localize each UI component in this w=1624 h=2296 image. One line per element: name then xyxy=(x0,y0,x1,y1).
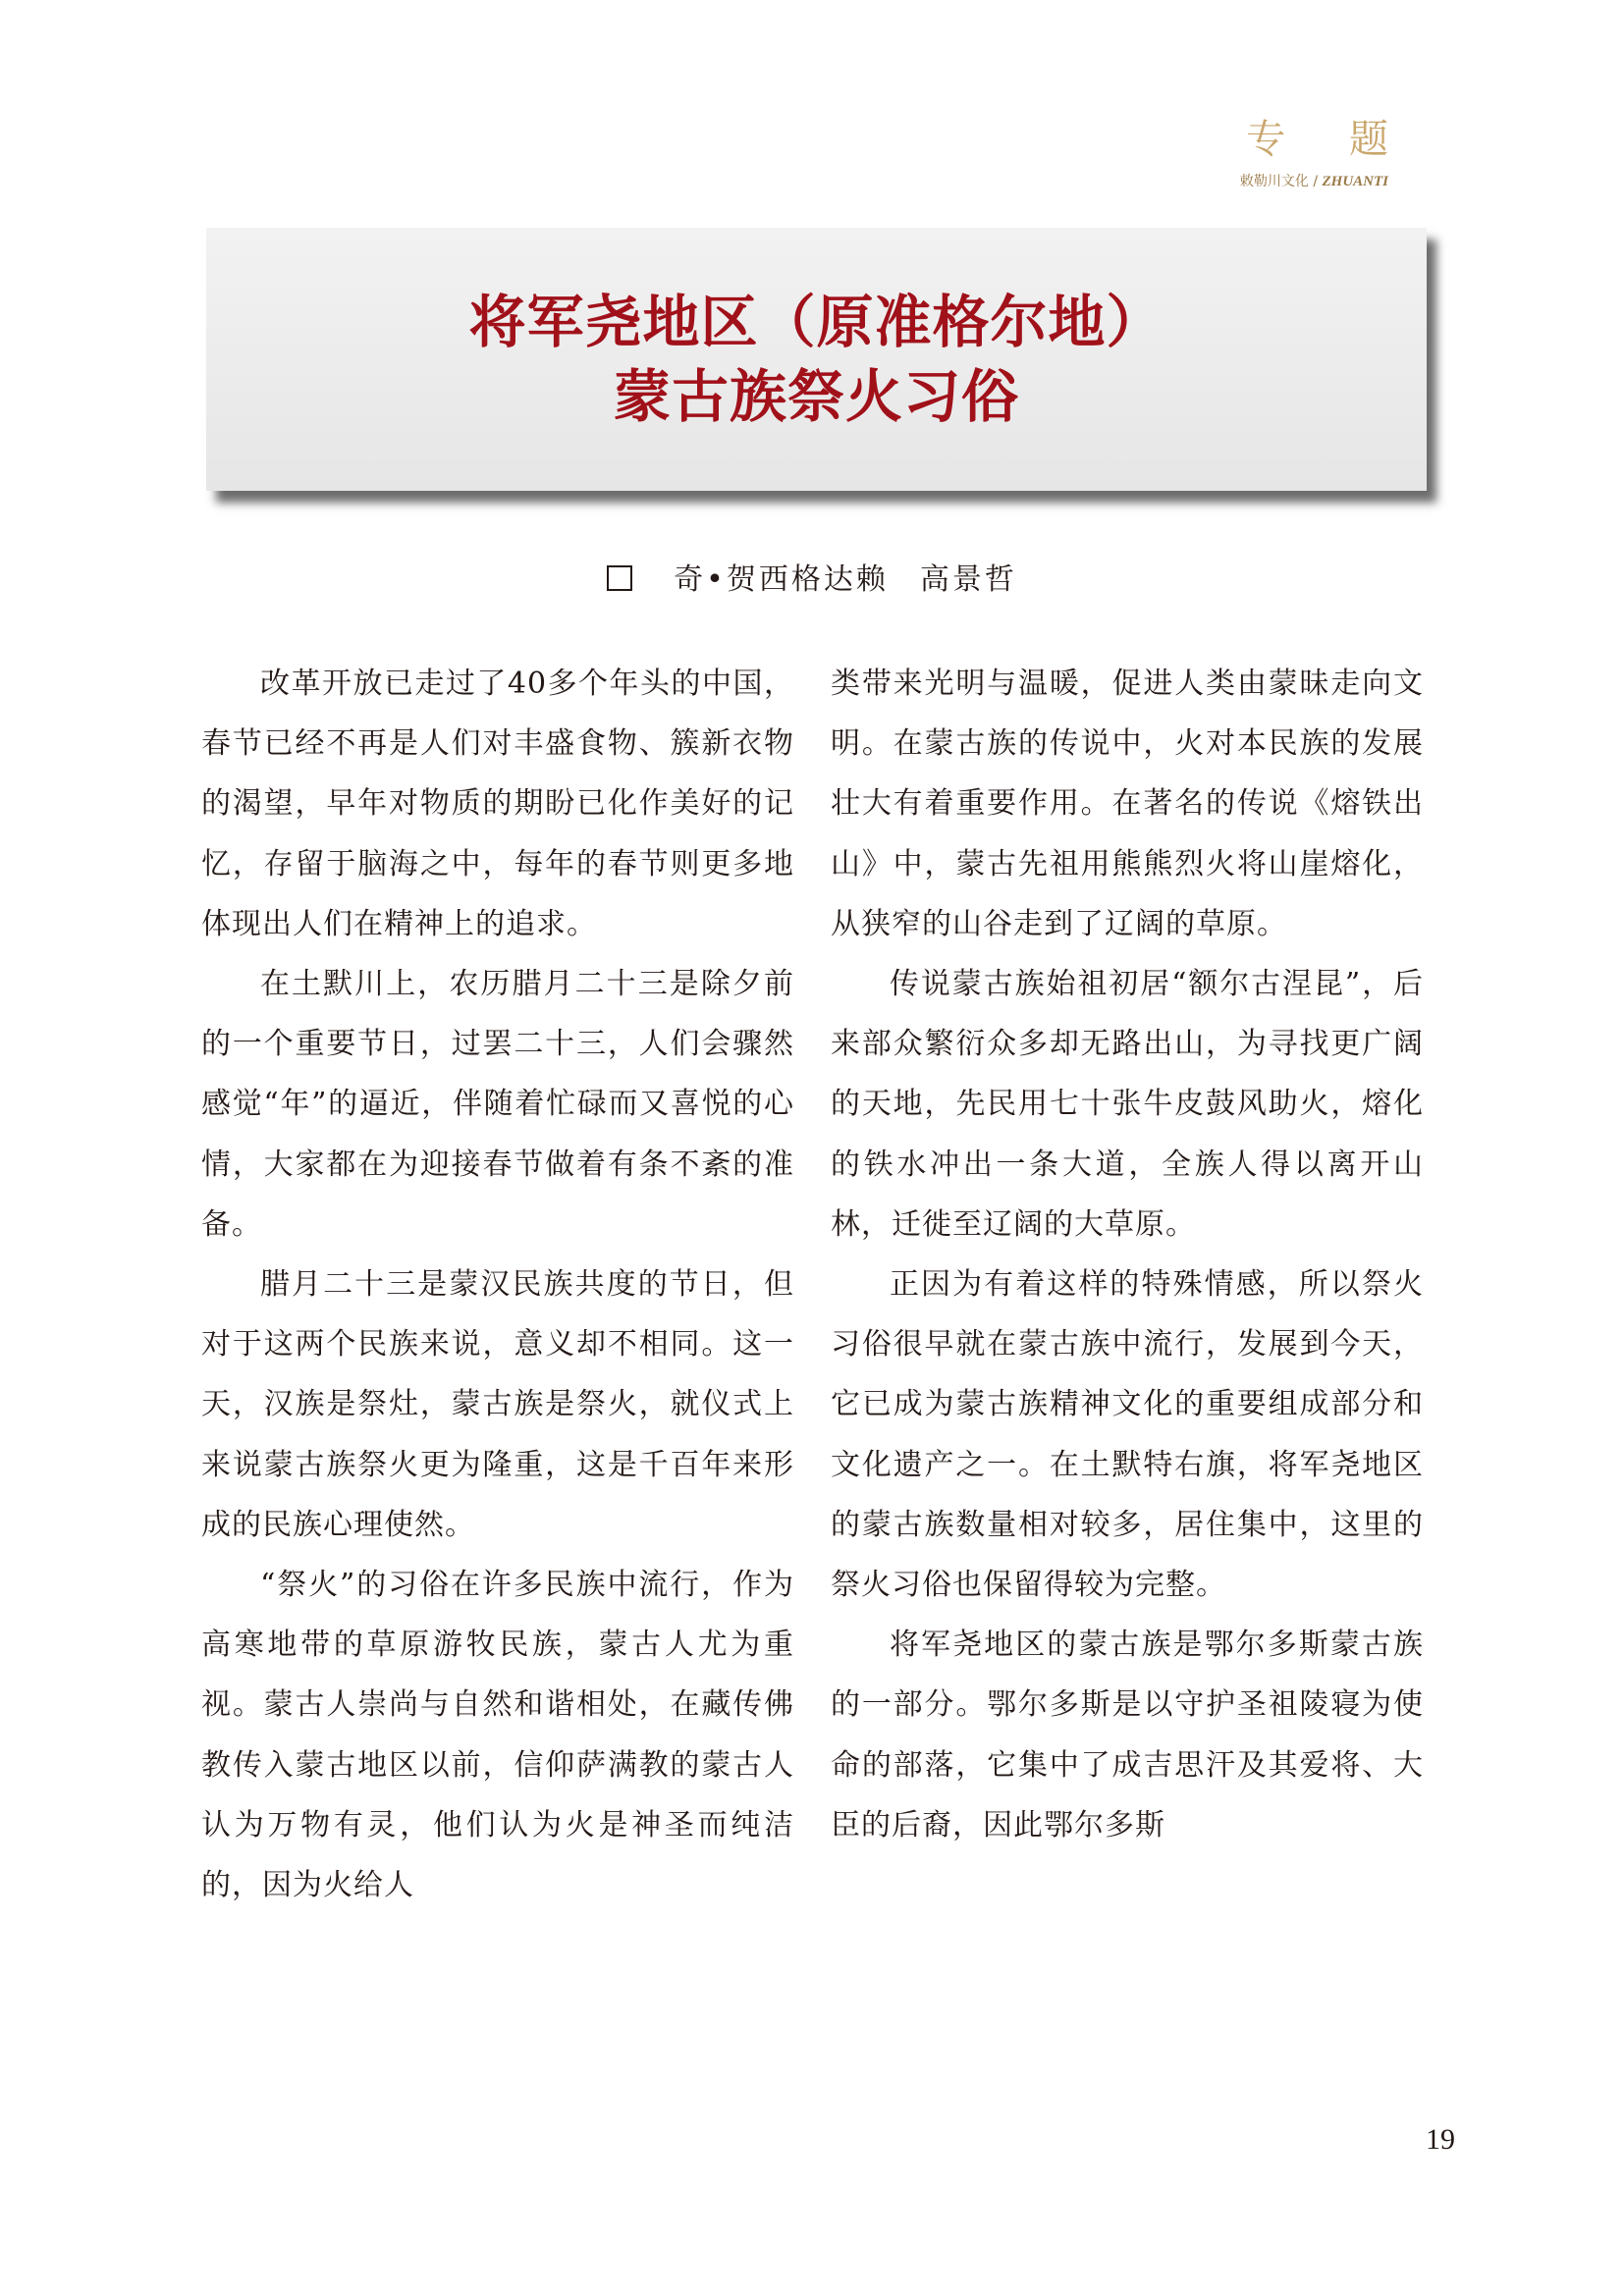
article-title-line-2: 蒙古族祭火习俗 xyxy=(613,363,1019,430)
article-title-line-1: 将军尧地区（原准格尔地） xyxy=(468,289,1164,355)
paragraph: 传说蒙古族始祖初居“额尔古涅昆”，后来部众繁衍众多却无路出山，为寻找更广阔的天地，先民用七十张牛皮鼓风助火，熔化的铁水冲出一条大道，全族人得以离开山林，迁徙至辽阔的大草原。 xyxy=(831,967,1424,1242)
paragraph: 正因为有着这样的特殊情感，所以祭火习俗很早就在蒙古族中流行，发展到今天，它已成为蒙古族精神文化的重要组成部分和文化遗产之一。在土默特右旗，将军尧地区的蒙古族数量相对较多，居住集中，这里的祭火习俗也保留得较为完整。 xyxy=(831,1267,1424,1603)
author-1: 奇•贺西格达赖 xyxy=(674,562,889,597)
title-box xyxy=(206,228,1427,491)
section-title: 专 题 xyxy=(1246,117,1414,162)
paragraph: 在土默川上，农历腊月二十三是除夕前的一个重要节日，过罢二十三，人们会骤然感觉“年”的逼近，伴随着忙碌而又喜悦的心情，大家都在为迎接春节做着有条不紊的准备。 xyxy=(201,967,794,1242)
byline xyxy=(0,555,1624,598)
paragraph: 改革开放已走过了40多个年头的中国，春节已经不再是人们对丰盛食物、簇新衣物的渴望，早年对物质的期盼已化作美好的记忆，存留于脑海之中，每年的春节则更多地体现出人们在精神上的追求。 xyxy=(201,667,794,941)
section-subtitle-separator: / xyxy=(1313,174,1319,189)
square-bullet-icon xyxy=(607,565,632,591)
author-2: 高景哲 xyxy=(919,562,1017,597)
page-number: 19 xyxy=(1426,2123,1455,2156)
section-subtitle-en: ZHUANTI xyxy=(1322,174,1388,189)
section-subtitle xyxy=(1133,171,1388,190)
left-column xyxy=(201,654,794,1915)
paragraph-continued: 类带来光明与温暖，促进人类由蒙昧走向文明。在蒙古族的传说中，火对本民族的发展壮大有着重要作用。在著名的传说《熔铁出山》中，蒙古先祖用熊熊烈火将山崖熔化，从狭窄的山谷走到了辽阔的草原。 xyxy=(831,667,1424,941)
paragraph: “祭火”的习俗在许多民族中流行，作为高寒地带的草原游牧民族，蒙古人尤为重视。蒙古人崇尚与自然和谐相处，在藏传佛教传入蒙古地区以前，信仰萨满教的蒙古人认为万物有灵，他们认为火是神圣而纯洁的，因为火给人 xyxy=(201,1568,794,1903)
right-column xyxy=(831,654,1424,1855)
paragraph: 腊月二十三是蒙汉民族共度的节日，但对于这两个民族来说，意义却不相同。这一天，汉族是祭灶，蒙古族是祭火，就仪式上来说蒙古族祭火更为隆重，这是千百年来形成的民族心理使然。 xyxy=(201,1267,794,1542)
paragraph: 将军尧地区的蒙古族是鄂尔多斯蒙古族的一部分。鄂尔多斯是以守护圣祖陵寝为使命的部落，它集中了成吉思汗及其爱将、大臣的后裔，因此鄂尔多斯 xyxy=(831,1628,1424,1842)
section-header xyxy=(1133,116,1414,190)
section-subtitle-cn: 敕勒川文化 xyxy=(1239,174,1309,189)
